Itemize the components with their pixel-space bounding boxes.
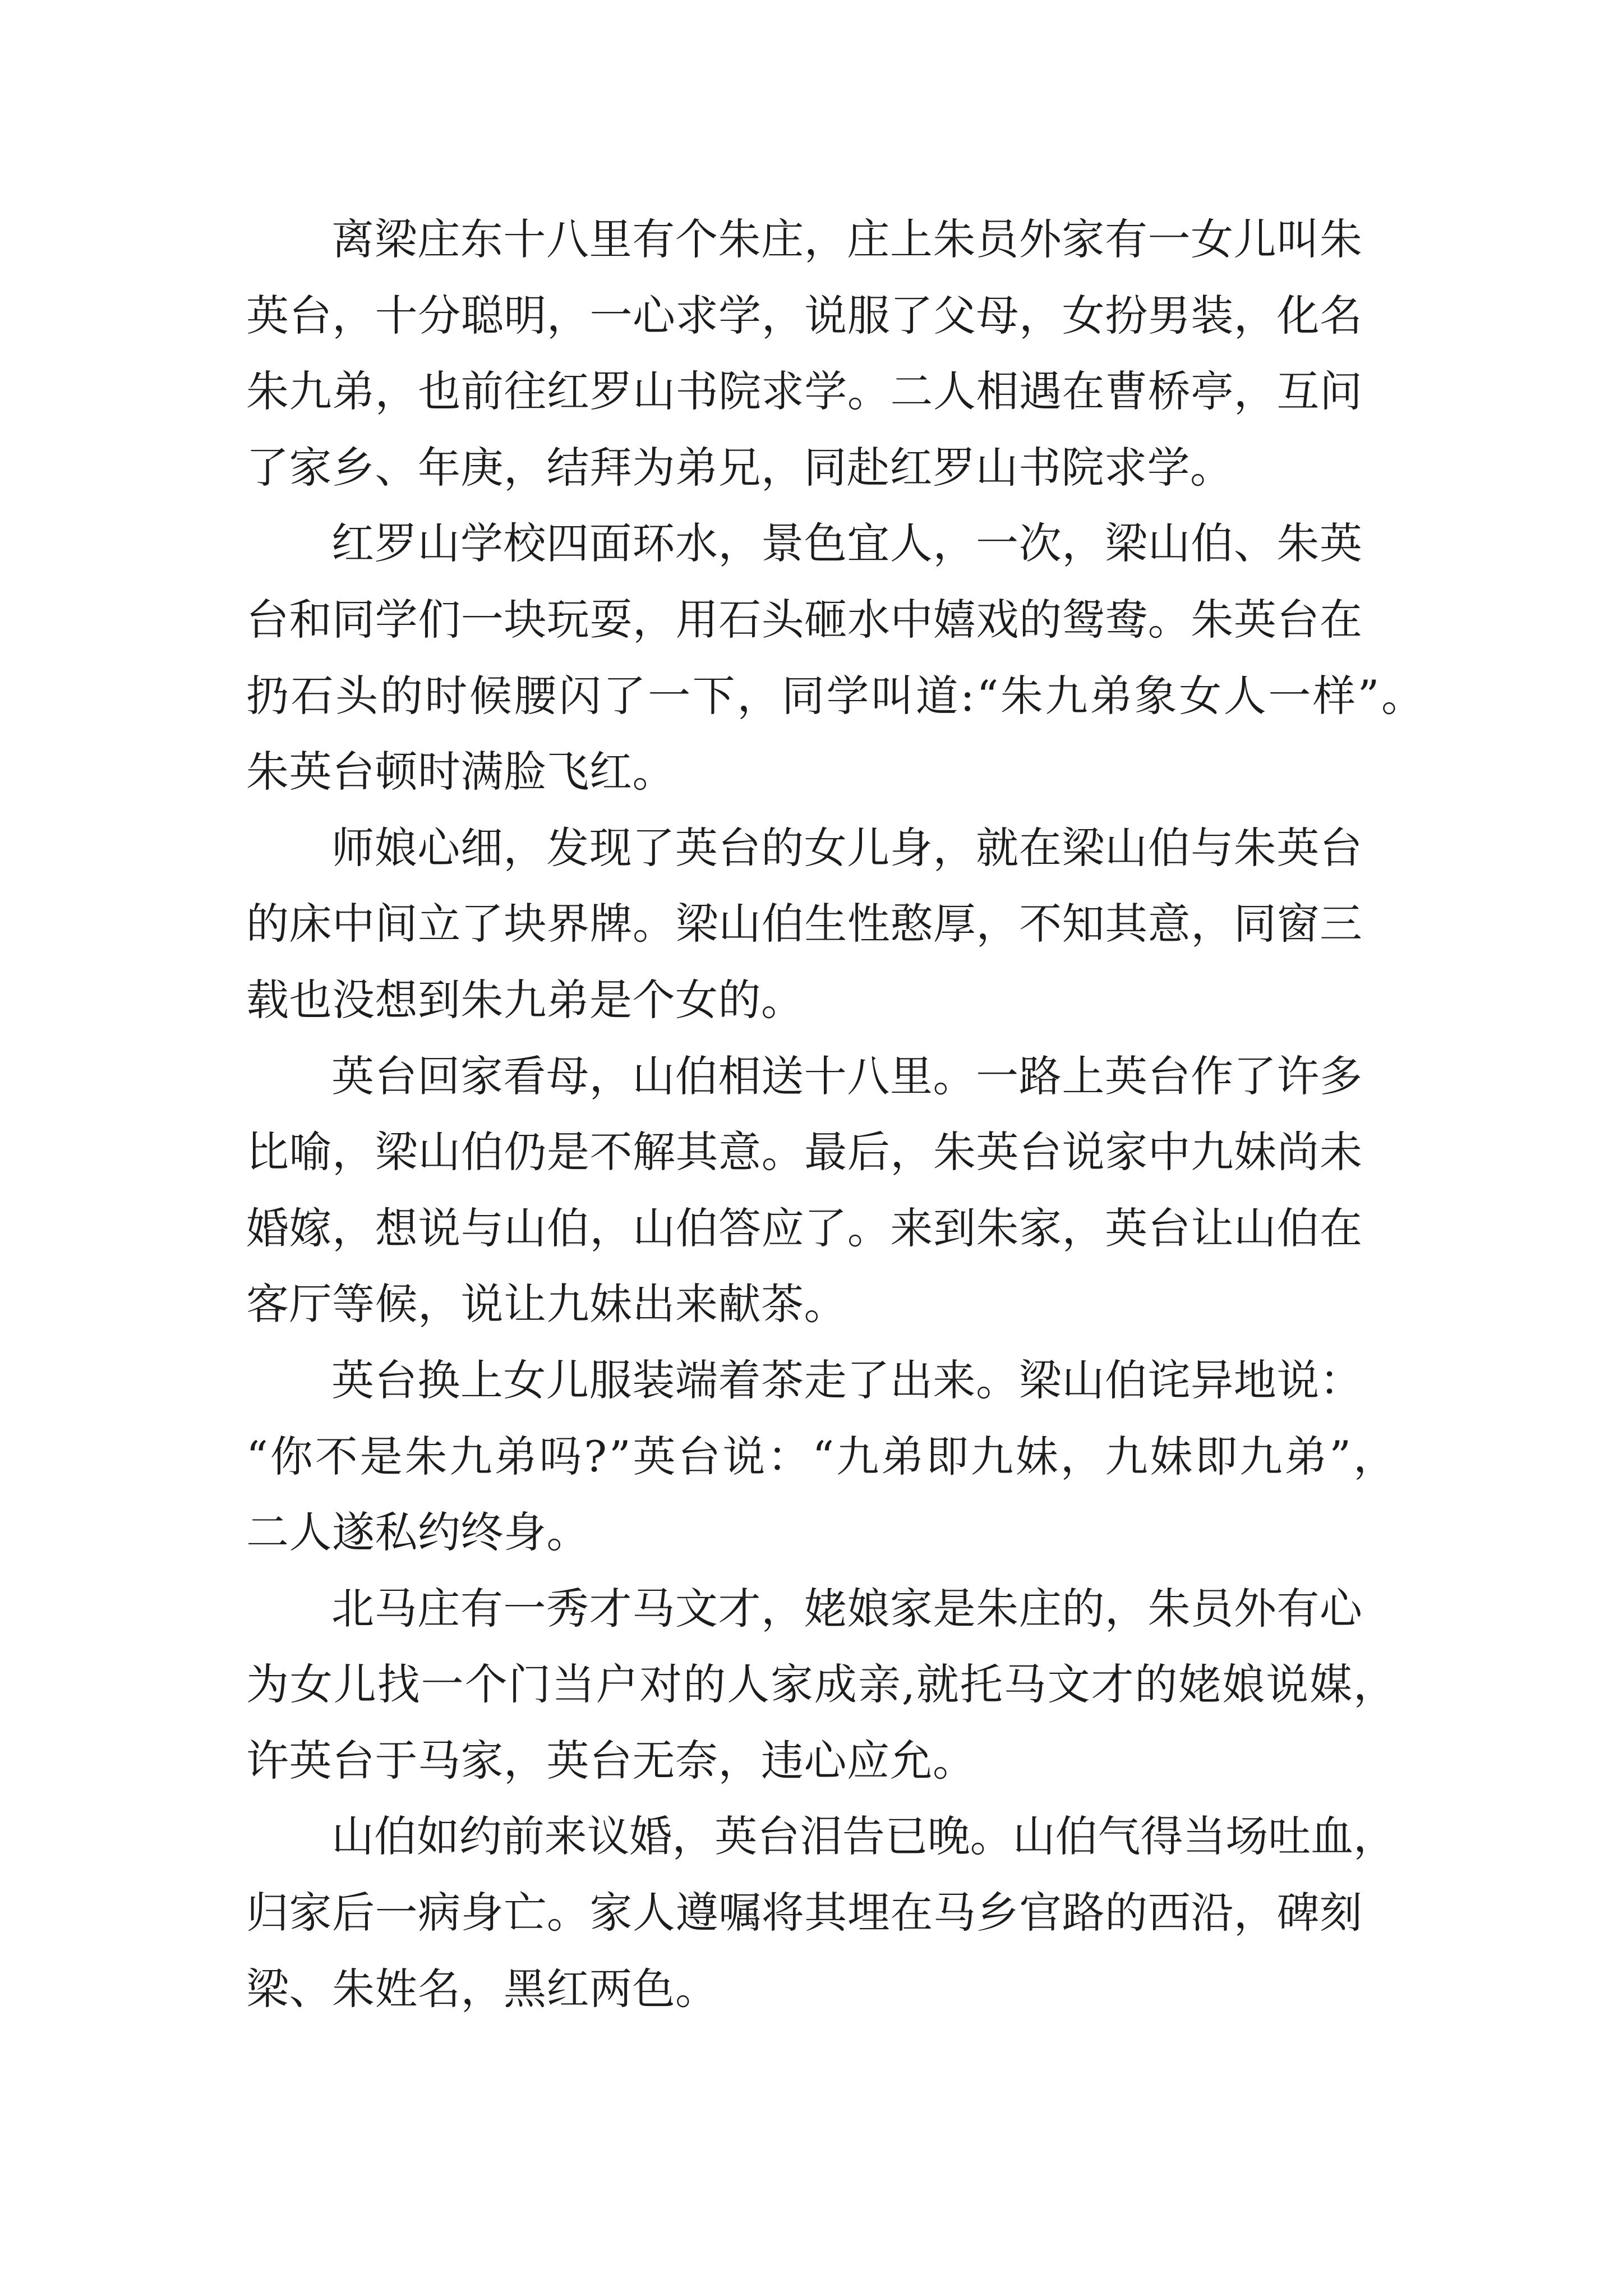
text-line: 朱九弟，也前往红罗山书院求学。二人相遇在曹桥亭，互问 [246,366,1363,417]
text-line: 了家乡、年庚，结拜为弟兄，同赴红罗山书院求学。 [246,442,1233,493]
text-line: 扔石头的时候腰闪了一下，同学叫道:“朱九弟象女人一样”。 [246,670,1426,721]
paragraph [246,1038,1441,1342]
text-line: 师娘心细，发现了英台的女儿身，就在梁山伯与朱英台 [331,822,1363,873]
text-line: 离梁庄东十八里有个朱庄，庄上朱员外家有一女儿叫朱 [331,214,1363,264]
text-line: 台和同学们一块玩耍，用石头砸水中嬉戏的鸳鸯。朱英台在 [246,594,1363,645]
text-line: 归家后一病身亡。家人遵嘱将其埋在马乡官路的西沿，碑刻 [246,1888,1363,1938]
text-line: 英台，十分聪明，一心求学，说服了父母，女扮男装，化名 [246,290,1363,341]
text-line: 载也没想到朱九弟是个女的。 [246,974,804,1025]
text-line: 山伯如约前来议婚，英台泪告已晚。山伯气得当场吐血， [331,1811,1396,1862]
text-line: 二人遂私约终身。 [246,1507,589,1558]
paragraph [246,201,1441,505]
text-line: 比喻，梁山伯仍是不解其意。最后，朱英台说家中九妹尚未 [246,1127,1363,1177]
text-line: 英台回家看母，山伯相送十八里。一路上英台作了许多 [331,1051,1363,1101]
text-line: 红罗山学校四面环水，景色宜人，一次，梁山伯、朱英 [331,518,1363,569]
paragraph [246,505,1441,809]
text-line: 的床中间立了块界牌。梁山伯生性憨厚，不知其意，同窗三 [246,899,1363,949]
text-line: 婚嫁，想说与山伯，山伯答应了。来到朱家，英台让山伯在 [246,1203,1363,1253]
text-line: 英台换上女儿服装端着茶走了出来。梁山伯诧异地说： [331,1355,1363,1405]
text-line: 许英台于马家，英台无奈，违心应允。 [246,1735,976,1786]
paragraph [246,810,1441,1038]
document-body [246,201,1441,2027]
text-line: 梁、朱姓名，黑红两色。 [246,1963,718,2014]
text-line: 客厅等候，说让九妹出来献茶。 [246,1279,847,1329]
paragraph [246,1571,1441,1799]
text-line: “你不是朱九弟吗?”英台说：“九弟即九妹，九妹即九弟”， [246,1431,1398,1481]
text-line: 为女儿找一个门当户对的人家成亲,就托马文才的姥娘说媒， [246,1659,1397,1710]
text-line: 朱英台顿时满脸飞红。 [246,747,675,797]
paragraph [246,1342,1441,1571]
paragraph [246,1798,1441,2027]
text-line: 北马庄有一秀才马文才，姥娘家是朱庄的，朱员外有心 [331,1583,1363,1634]
